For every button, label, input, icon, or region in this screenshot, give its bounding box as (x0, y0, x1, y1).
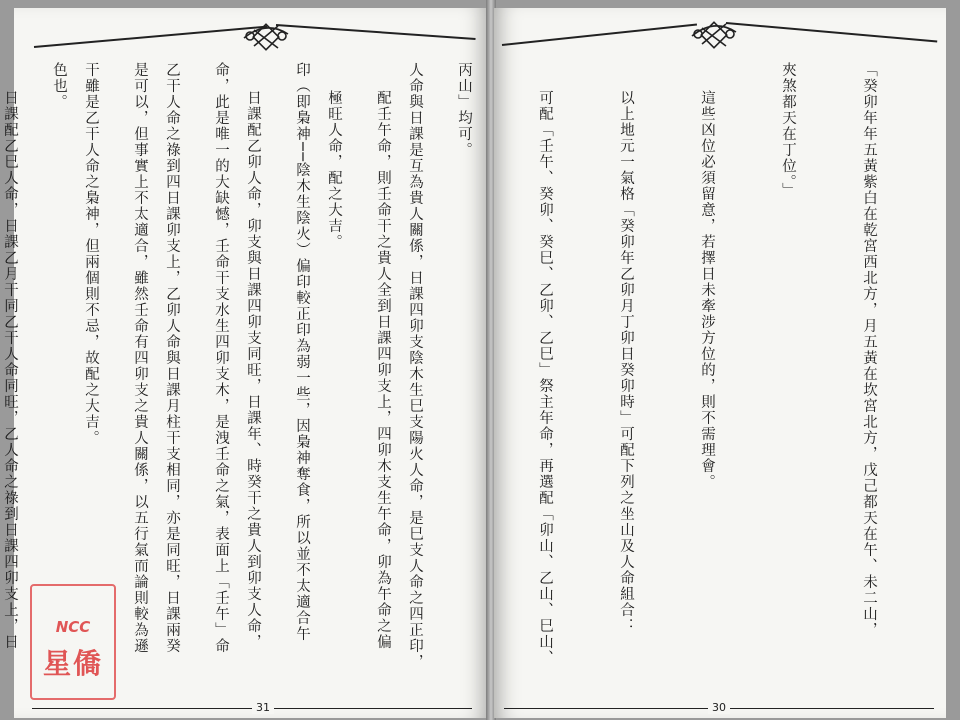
knot-ornament-icon (240, 18, 292, 56)
right-top-rule-2 (726, 22, 937, 42)
text-column: 配壬午命，則壬命干之貴人全到日課四卯支上，四卯木支生午命，卯為午命之偏 (375, 90, 391, 650)
text-column: 人命與日課是互為貴人關係，日課四卯支陰木生巳支陽火人命，是巳支人命之四正印， (407, 62, 423, 670)
text-column: 夾煞都天在丁位。」 (780, 62, 796, 199)
text-column: 可配「壬午、癸卯、癸巳、乙卯、乙巳」祭主年命，再選配「卯山、乙山、巳山、 (537, 90, 553, 666)
right-top-rule (502, 24, 697, 46)
text-column: 日課配乙巳人命，日課乙月干同乙干人命同旺，乙人命之祿到日課四卯支上，日 (2, 90, 18, 650)
left-top-rule-2 (276, 24, 476, 40)
text-column: 色也。 (51, 62, 67, 110)
page-number-left: 31 (252, 701, 274, 714)
text-column: 這些凶位必須留意，若擇日未牽涉方位的，則不需理會。 (699, 90, 715, 490)
text-column: 命，此是唯一的大缺憾，壬命干支水生四卯支木，是洩壬命之氣，表面上「壬午」命 (213, 62, 229, 654)
text-column: 是可以，但事實上不太適合，雖然壬命有四卯支之貴人關係，以五行氣而論則較為遜 (132, 62, 148, 654)
text-column: 印（即梟神──陰木生陰火）偏印較正印為弱一些，因梟神奪食，所以並不太適合午 (294, 62, 310, 643)
stamp-chinese-text: 星僑 (42, 647, 103, 680)
text-column: 丙山」均可。 (456, 62, 472, 158)
page-number-right: 30 (708, 701, 730, 714)
text-column: 干雖是乙干人命之梟神，但兩個則不忌，故配之大吉。 (83, 62, 99, 446)
stamp-latin-text: NCC (55, 618, 91, 636)
text-column: 日課配乙卯人命，卯支與日課四卯支同旺，日課年、時癸干之貴人到卯支人命， (245, 90, 261, 650)
right-body-text (0, 62, 936, 682)
text-column: 極旺人命，配之大吉。 (326, 90, 342, 250)
ncc-stamp-logo (30, 584, 116, 700)
text-column: 以上地元一氣格「癸卯年乙卯月丁卯日癸卯時」可配下列之坐山及人命組合： (618, 90, 634, 634)
text-column: 乙干人命之祿到四日課卯支上，乙卯人命與日課月柱干支相同，亦是同旺，日課兩癸 (164, 62, 180, 654)
text-column: 「癸卯年年五黃紫白在乾宮西北方，月五黃在坎宮北方，戊己都天在午、未二山， (861, 62, 877, 638)
left-top-rule (34, 26, 267, 48)
knot-ornament-icon (688, 16, 740, 54)
